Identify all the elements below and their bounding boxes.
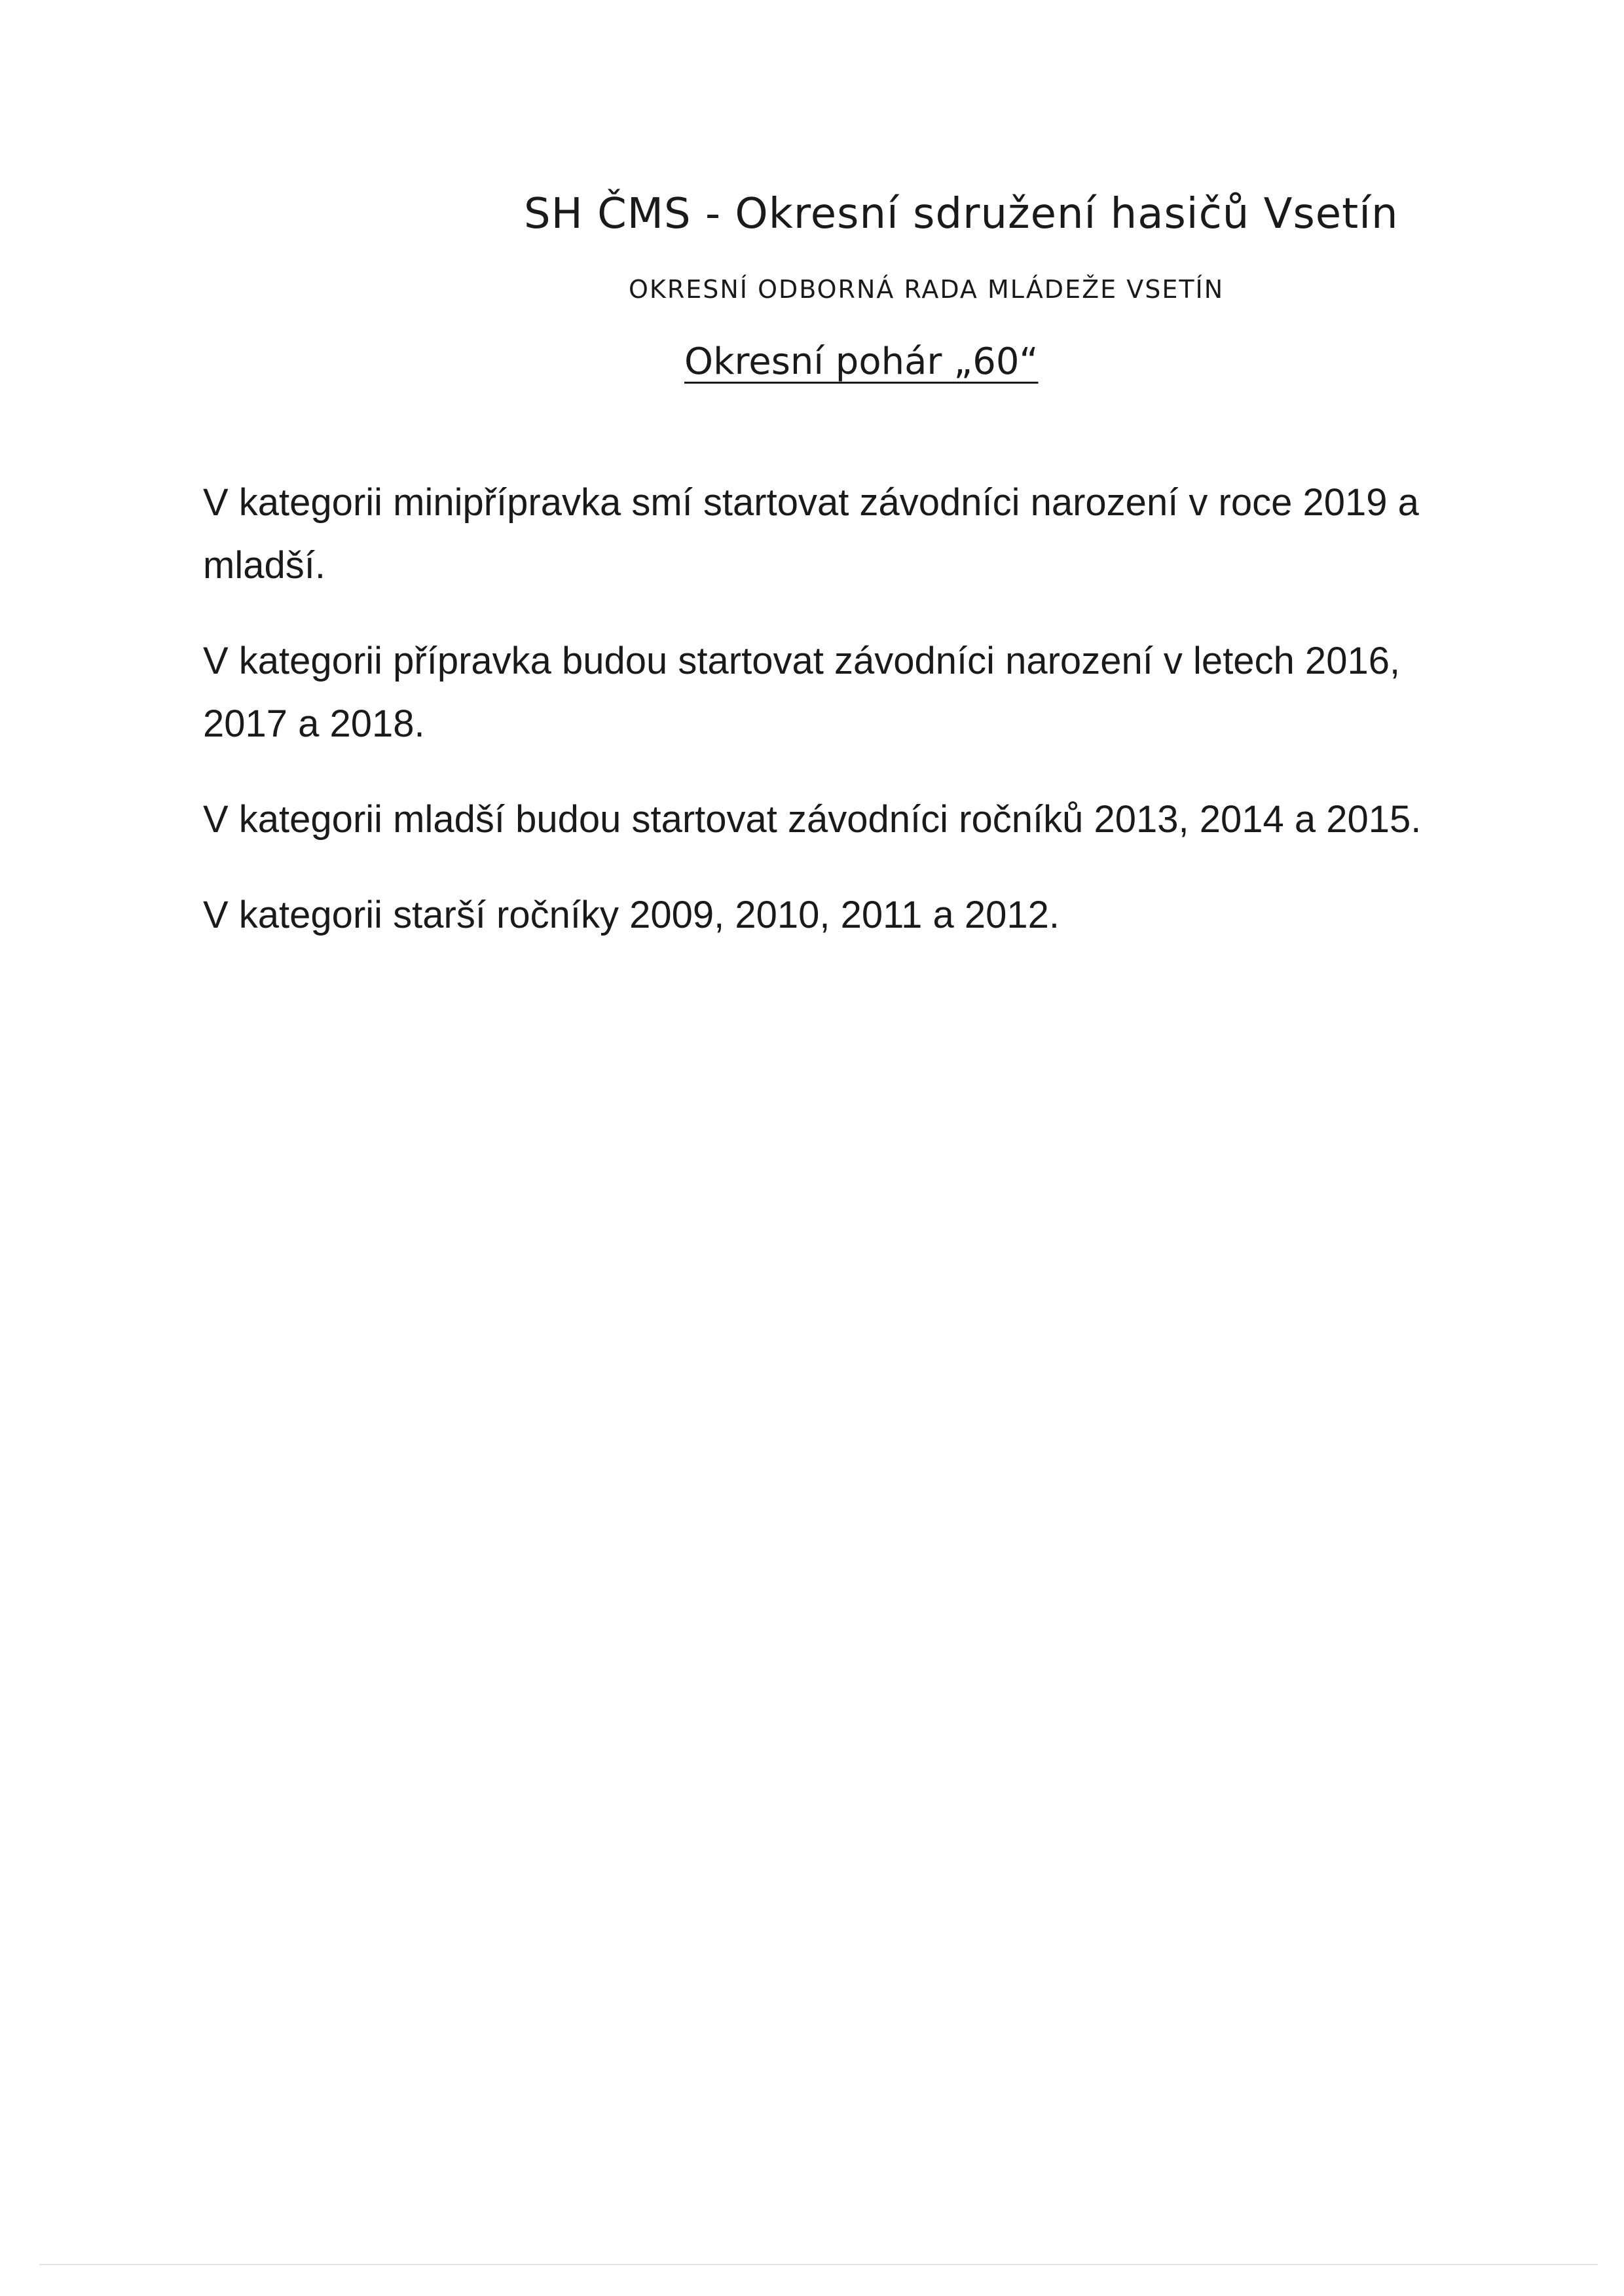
cup-title: Okresní pohár „60“ — [684, 340, 1039, 383]
rule-minipripravka: V kategorii minipřípravka smí startovat závodníci narození v roce 2019 a mladší. — [203, 481, 1419, 587]
rule-starsi: V kategorii starší ročníky 2009, 2010, 2011 a 2012. — [203, 894, 1060, 936]
organization-title: SH ČMS - Okresní sdružení hasičů Vsetín — [524, 190, 1399, 238]
rule-pripravka: V kategorii přípravka budou startovat závodníci narození v letech 2016, 2017 a 2018. — [203, 640, 1401, 745]
category-rules — [203, 471, 1447, 979]
scan-edge-line — [39, 2264, 1598, 2265]
rule-mladsi: V kategorii mladší budou startovat závodníci ročníků 2013, 2014 a 2015. — [203, 798, 1422, 841]
council-subtitle: OKRESNÍ ODBORNÁ RADA MLÁDEŽE VSETÍN — [629, 275, 1225, 304]
